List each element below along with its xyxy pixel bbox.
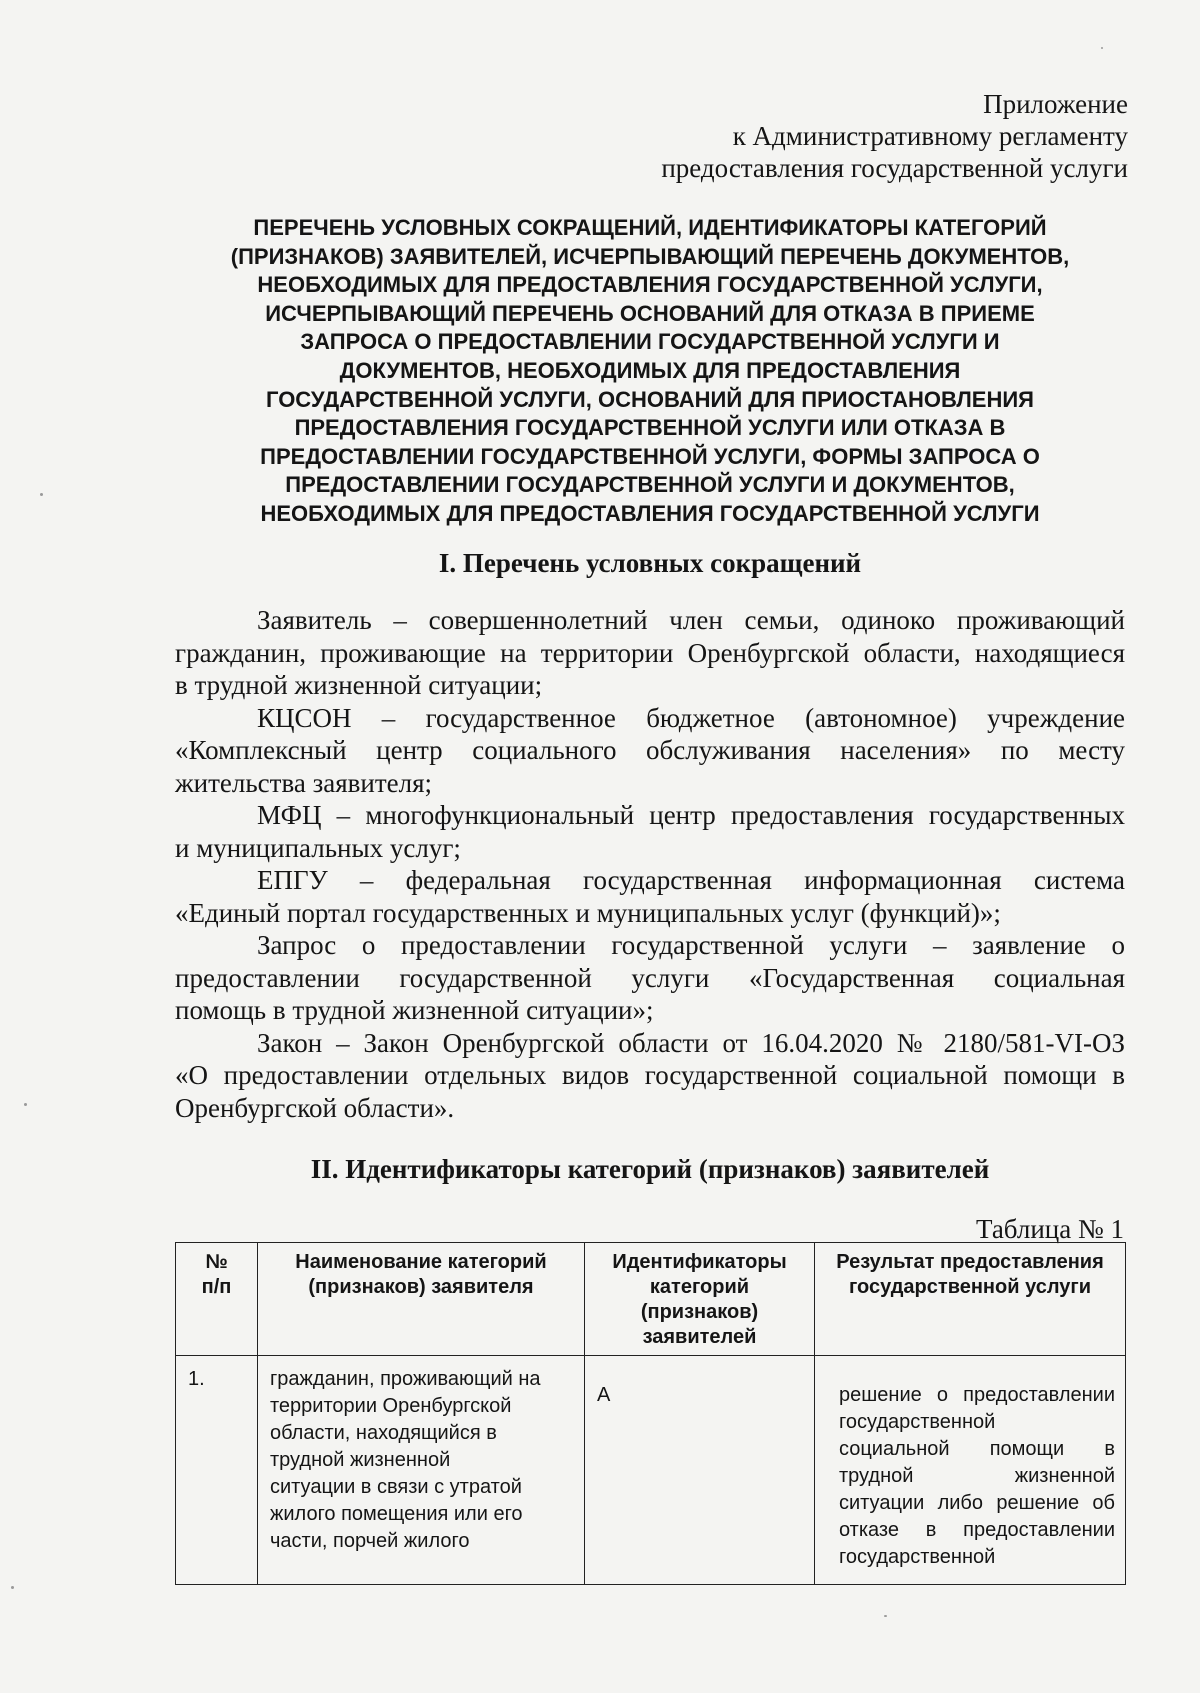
title-line: ПРЕДОСТАВЛЕНИИ ГОСУДАРСТВЕННОЙ УСЛУГИ, ФОРМЫ ЗАПРОСА О — [260, 443, 1040, 469]
header-identifier: Идентификаторы категорий (признаков) заявителей — [585, 1243, 815, 1356]
result-line: отказе в предоставлении — [839, 1519, 1115, 1541]
result-line: государственной — [839, 1411, 996, 1433]
scan-speck — [40, 493, 43, 496]
abbr-line: Запрос о предоставлении государственной услуги – заявление о — [257, 930, 1125, 960]
abbr-line: «Единый портал государственных и муниципальных услуг (функций)»; — [175, 897, 1001, 928]
title-line: ПРЕДОСТАВЛЕНИЯ ГОСУДАРСТВЕННОЙ УСЛУГИ ИЛИ ОТКАЗА В — [294, 415, 1006, 441]
row-number: 1. — [188, 1368, 205, 1390]
appendix-line: Приложение — [983, 89, 1128, 119]
abbr-line: и муниципальных услуг; — [175, 832, 461, 863]
header-category: Наименование категорий (признаков) заявителя — [258, 1243, 585, 1356]
abbr-line: ЕПГУ – федеральная государственная информационная система — [257, 865, 1125, 895]
scan-speck — [884, 1615, 887, 1617]
appendix-note — [568, 88, 1128, 184]
category-line: жилого помещения или его — [270, 1503, 523, 1525]
title-line: (ПРИЗНАКОВ) ЗАЯВИТЕЛЕЙ, ИСЧЕРПЫВАЮЩИЙ ПЕРЕЧЕНЬ ДОКУМЕНТОВ, — [230, 243, 1070, 269]
cell-identifier — [585, 1356, 815, 1585]
cell-category — [258, 1356, 585, 1585]
abbr-line: Заявитель – совершеннолетний член семьи, одиноко проживающий — [257, 605, 1125, 635]
abbr-line: в трудной жизненной ситуации; — [175, 670, 543, 700]
abbr-line: «О предоставлении отдельных видов государственной социальной помощи в — [175, 1060, 1125, 1090]
scan-speck — [24, 1103, 27, 1106]
category-line: гражданин, проживающий на — [270, 1368, 541, 1390]
appendix-line: к Административному регламенту — [732, 121, 1128, 151]
header-result: Результат предоставления государственной услуги — [815, 1243, 1126, 1356]
result-line: решение о предоставлении — [839, 1384, 1115, 1406]
abbr-line: предоставлении государственной услуги «Государственная социальная — [175, 962, 1125, 993]
title-line: ДОКУМЕНТОВ, НЕОБХОДИМЫХ ДЛЯ ПРЕДОСТАВЛЕНИЯ — [339, 357, 961, 383]
cell-result — [815, 1356, 1126, 1585]
table-row — [176, 1356, 1126, 1585]
category-line: области, находящийся в — [270, 1422, 497, 1444]
table-label: Таблица № 1 — [976, 1214, 1124, 1244]
category-line: трудной жизненной — [270, 1449, 451, 1471]
title-line: ПЕРЕЧЕНЬ УСЛОВНЫХ СОКРАЩЕНИЙ, ИДЕНТИФИКАТОРЫ КАТЕГОРИЙ — [253, 215, 1047, 240]
scan-speck — [1101, 47, 1103, 49]
category-line: части, порчей жилого — [270, 1530, 470, 1552]
scan-speck — [11, 1586, 14, 1589]
result-line: государственной — [839, 1546, 996, 1568]
result-line: социальной помощи в — [839, 1438, 1115, 1460]
table-header-row — [176, 1243, 1126, 1356]
appendix-line: предоставления государственной услуги — [661, 153, 1128, 183]
identifiers-table — [175, 1242, 1126, 1585]
abbr-line: КЦСОН – государственное бюджетное (автономное) учреждение — [257, 702, 1125, 733]
section-heading-abbreviations: I. Перечень условных сокращений — [438, 548, 862, 578]
title-line: НЕОБХОДИМЫХ ДЛЯ ПРЕДОСТАВЛЕНИЯ ГОСУДАРСТВЕННОЙ УСЛУГИ — [260, 500, 1040, 526]
abbr-line: МФЦ – многофункциональный центр предоставления государственных — [257, 800, 1125, 830]
title-line: ГОСУДАРСТВЕННОЙ УСЛУГИ, ОСНОВАНИЙ ДЛЯ ПРИОСТАНОВЛЕНИЯ — [266, 386, 1034, 412]
section-heading-identifiers: II. Идентификаторы категорий (признаков) заявителей — [310, 1154, 990, 1184]
abbr-line: гражданин, проживающие на территории Оренбургской области, находящиеся — [175, 637, 1125, 668]
title-line: ИСЧЕРПЫВАЮЩИЙ ПЕРЕЧЕНЬ ОСНОВАНИЙ ДЛЯ ОТКАЗА В ПРИЕМЕ — [265, 300, 1035, 326]
title-line: ЗАПРОСА О ПРЕДОСТАВЛЕНИИ ГОСУДАРСТВЕННОЙ УСЛУГИ И — [300, 329, 1000, 355]
abbr-line: Оренбургской области». — [175, 1092, 455, 1123]
abbr-line: «Комплексный центр социального обслуживания населения» по месту — [175, 735, 1125, 765]
document-title — [175, 214, 1125, 529]
abbr-line: помощь в трудной жизненной ситуации»; — [175, 995, 654, 1025]
identifier-value: А — [597, 1384, 611, 1406]
abbreviations-list — [175, 604, 1125, 1124]
cell-number — [176, 1356, 258, 1585]
result-line: ситуации либо решение об — [839, 1492, 1115, 1514]
abbr-line: Закон – Закон Оренбургской области от 16.04.2020 № 2180/581-VI-ОЗ — [257, 1027, 1125, 1058]
result-line: трудной жизненной — [839, 1465, 1115, 1487]
category-line: территории Оренбургской — [270, 1395, 512, 1417]
abbr-line: жительства заявителя; — [175, 767, 433, 798]
title-line: НЕОБХОДИМЫХ ДЛЯ ПРЕДОСТАВЛЕНИЯ ГОСУДАРСТВЕННОЙ УСЛУГИ, — [257, 272, 1043, 298]
header-number: № п/п — [176, 1243, 258, 1356]
title-line: ПРЕДОСТАВЛЕНИИ ГОСУДАРСТВЕННОЙ УСЛУГИ И ДОКУМЕНТОВ, — [285, 472, 1015, 498]
category-line: ситуации в связи с утратой — [270, 1476, 522, 1498]
